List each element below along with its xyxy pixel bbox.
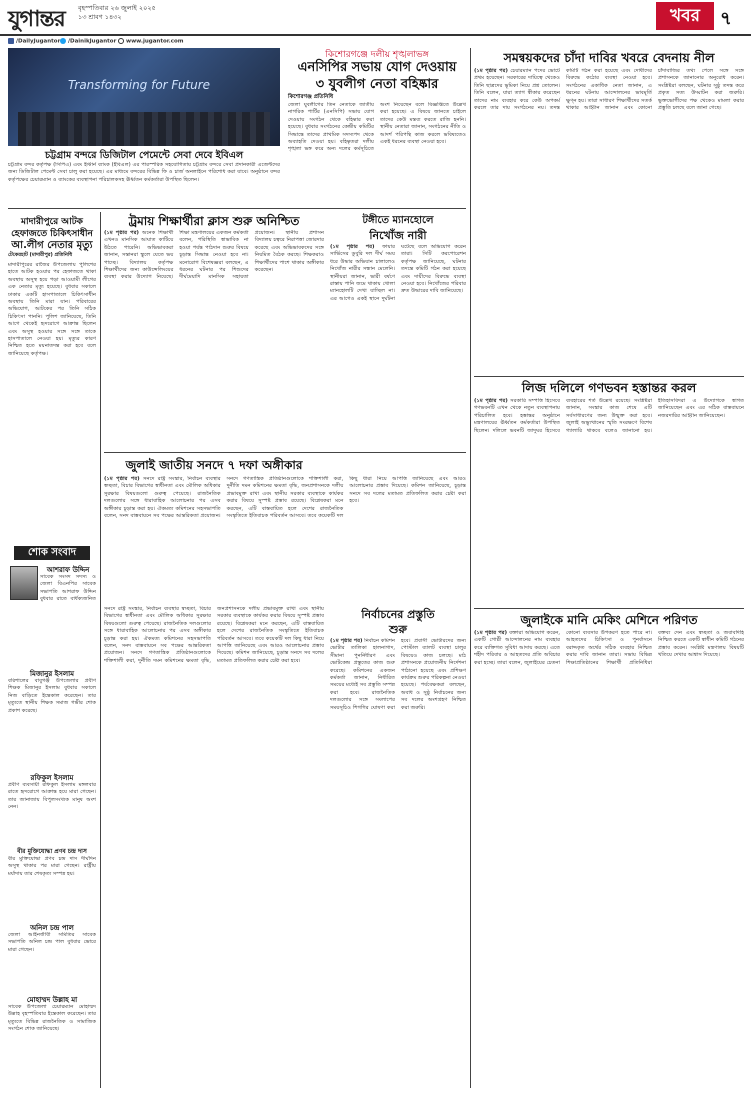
lead-photo-caption: চট্টগ্রাম বন্দরে ডিজিটাল পেমেন্টে সেবা দেবে ইবিএল — [44, 150, 244, 161]
obituary-name-1: আশরাফ উদ্দিন — [46, 566, 90, 574]
obituary-body-2: বরিশালের বাবুগঞ্জ উপজেলার প্রবীণ শিক্ষক মিজানুর ইসলাম বুধবার সকালে নিজ বাড়িতে ইন্তেকাল করেছেন। তার মৃত্যুতে স্থানীয় শিক্ষক সমাজ গভীর শোক প্রকাশ করেছে। — [8, 678, 96, 714]
manhole-body — [330, 244, 466, 450]
team-body-text: চেয়ারম্যান পদের ভোটে প্রথম হয়েছেন। সরকারের দায়িত্বে থেকেও তিনি ছাত্রদের ভূমিকা নিয়ে প্রশ্ন তোলেন। তিনি বলেন, যারা ত্যাগ স্বীকার করেছেন তাদের নাম ব্যবহার করে কেউ অপকর্ম করলে তার দায় সংগঠনের নয়। তদন্ত কমিটি গঠন করা হয়েছে এবং দোষীদের বিরুদ্ধে কঠোর ব্যবস্থা নেওয়া হবে। সংগঠনের একাধিক নেতা জানান, এ ধরনের ঘটনায় আন্দোলনের ভাবমূর্তি ক্ষুণ্ন হয়। তারা সাধারণ শিক্ষার্থীদের সতর্ক থাকার আহ্বান জানান এবং কোনো চাঁদাবাজির তথ্য পেলে সঙ্গে সঙ্গে প্রশাসনকে জানানোর অনুরোধ করেন। সংশ্লিষ্টরা বলছেন, ঘটনার সুষ্ঠু তদন্ত করে প্রকৃত সত্য উদ্ঘাটন করা জরুরি। ভুক্তভোগীদের পক্ষ থেকেও মামলা করার প্রস্তুতি চলছে বলে জানা গেছে। — [474, 68, 744, 112]
trauma-continued: (১ম পৃষ্ঠার পর) — [104, 230, 140, 236]
death-headline-1: মাদারীপুরে আটক — [21, 217, 83, 227]
ncp-headline-2: ৩ যুবলীগ নেতা বহিষ্কার — [315, 77, 439, 92]
death-headline-3: আ.লীগ নেতার মৃত্যু — [11, 240, 93, 251]
newspaper-logo: যুগান্তর — [8, 6, 65, 32]
ncp-body: জেলা যুবলীগের তিন নেতাকে জাতীয় নাগরিক পার্টির (এনসিপি) সভায় যোগ দেওয়ায় সংগঠন থেকে বহিষ্কার করা হয়েছে। বুধবার সংগঠনের কেন্দ্রীয় কমিটির সিদ্ধান্তে তাদের প্রাথমিক সদস্যপদ থেকে অব্যাহতি দেওয়া হয়। বহিষ্কৃতরা দলীয় শৃঙ্খলা ভঙ্গ করে অন্য দলের কর্মসূচিতে অংশ নিয়েছেন বলে বিজ্ঞপ্তিতে উল্লেখ করা হয়েছে। এ বিষয়ে জানতে চাইলে তাদের কেউ মন্তব্য করতে রাজি হননি। স্থানীয় নেতারা জানান, সংগঠনের নীতি ও আদর্শ পরিপন্থি কাজ করলে ভবিষ্যতেও একই ধরনের ব্যবস্থা নেওয়া হবে। — [288, 102, 466, 153]
date-line-1: বৃহস্পতিবার ২৬ জুলাই ২০২৫ — [78, 4, 156, 12]
money-body — [474, 630, 744, 1088]
death-headline-2: হেফাজতে চিকিৎসাধীন — [11, 229, 93, 239]
photo-crowd — [18, 112, 270, 146]
obituary-body-1b — [8, 604, 96, 664]
divider — [104, 452, 466, 453]
july-body-text: সনদে রাষ্ট্র সংস্কার, নির্বাচন ব্যবস্থার স্বচ্ছতা, বিচার বিভাগের স্বাধীনতা এবং মৌলিক অধিকার সুরক্ষার বিষয়গুলো গুরুত্ব পেয়েছে। রাজনৈতিক দলগুলোর সঙ্গে ধারাবাহিক আলোচনার পর এসব অঙ্গীকার চূড়ান্ত করা হয়। ঐকমত্য কমিশনের সহসভাপতি বলেন, সনদ বাস্তবায়নে সব পক্ষের আন্তরিকতা প্রয়োজন। সনদে গণতান্ত্রিক প্রতিষ্ঠানগুলোকে শক্তিশালী করা, দুর্নীতি দমন কমিশনের ক্ষমতা বৃদ্ধি, জনপ্রশাসনকে দলীয় প্রভাবমুক্ত রাখা এবং স্থানীয় সরকার ব্যবস্থাকে কার্যকর করার বিষয়ে সুস্পষ্ট প্রস্তাব রয়েছে। বিশ্লেষকরা মনে করছেন, এটি বাস্তবায়িত হলে দেশের রাজনৈতিক সংস্কৃতিতে ইতিবাচক পরিবর্তন আসবে। তবে কয়েকটি দল কিছু ধারা নিয়ে আপত্তি জানিয়েছে এবং আরও আলোচনার প্রস্তাব দিয়েছে। কমিশন জানিয়েছে, চূড়ান্ত সনদে সব দলের মতামত প্রতিফলিত করার চেষ্টা করা হবে। — [104, 476, 466, 520]
globe-icon — [118, 38, 124, 44]
money-headline: জুলাইকে মানি মেকিং মেশিনে পরিণত — [520, 613, 698, 627]
handover-body — [474, 398, 744, 606]
twitter-link[interactable]: /DainikJugantor — [60, 38, 116, 45]
date-line-2: ১৩ শ্রাবণ ১৪৩২ — [78, 13, 122, 21]
obituary-name-3: রফিকুল ইসলাম — [30, 774, 74, 782]
manhole-continued: (১ম পৃষ্ঠার পর) — [330, 244, 375, 250]
team-headline: সমন্বয়কদের চাঁদা দাবির খবরে বেদনায় নীল — [503, 50, 715, 65]
obituary-name-6: মোহাম্মদ উল্লাহ মা — [26, 996, 78, 1004]
section-label: খবর — [656, 2, 714, 30]
election-headline-2: শুরু — [389, 623, 407, 636]
election-continued: (১ম পৃষ্ঠার পর) — [330, 638, 363, 644]
obituary-name-5: অনিল চন্দ্র পাল — [30, 924, 74, 932]
masthead — [0, 0, 751, 34]
twitter-icon — [60, 38, 66, 44]
social-bar — [0, 34, 751, 44]
divider — [474, 376, 744, 377]
election-headline-1: নির্বাচনের প্রস্তুতি — [361, 608, 435, 621]
obituary-body-6: সাবেক উপজেলা চেয়ারম্যান মোহাম্মদ উল্লাহ বৃহস্পতিবার ইন্তেকাল করেছেন। তার মৃত্যুতে বিভিন্ন রাজনৈতিক ও সামাজিক সংগঠন শোক জানিয়েছে। — [8, 1004, 96, 1033]
obituary-title: শোক সংবাদ — [14, 546, 90, 560]
team-body — [474, 68, 744, 374]
election-body-text: নির্বাচন কমিশন ভোটার তালিকা হালনাগাদ, সীমানা পুনর্নির্ধারণ এবং ভোটকেন্দ্র প্রস্তুতের কাজ শুরু করেছে। কমিশনের একজন কর্মকর্তা জানান, নির্ধারিত সময়ের মধ্যেই সব প্রস্তুতি সম্পন্ন করা হবে। রাজনৈতিক দলগুলোর সঙ্গে সংলাপের সময়সূচিও শিগগির ঘোষণা করা হবে। প্রবাসী ভোটারদের জন্য পোস্টাল ব্যালট ব্যবস্থা চালুর বিষয়েও কাজ চলছে। মাঠ প্রশাসনকে প্রয়োজনীয় নির্দেশনা পাঠানো হয়েছে এবং প্রশিক্ষণ কার্যক্রম শুরুর পরিকল্পনা নেওয়া হয়েছে। পর্যবেক্ষকরা বলছেন, অবাধ ও সুষ্ঠু নির্বাচনের জন্য সব দলের অংশগ্রহণ নিশ্চিত করা জরুরি। — [330, 638, 466, 711]
facebook-icon — [8, 38, 14, 44]
handover-continued: (১ম পৃষ্ঠার পর) — [474, 398, 508, 404]
july-continued: (১ম পৃষ্ঠার পর) — [104, 476, 140, 482]
team-continued: (১ম পৃষ্ঠার পর) — [474, 68, 508, 74]
manhole-headline-1: টঙ্গীতে ম্যানহোলে — [362, 215, 434, 226]
ncp-kicker: কিশোরগঞ্জে দলীয় শৃঙ্খলাভঙ্গ — [325, 50, 429, 60]
obituary-name-4: বীর মুক্তিযোদ্ধা প্রণব চন্দ্র দাস — [17, 848, 87, 855]
manhole-headline-2: নিখোঁজ নারী — [369, 229, 427, 242]
july-headline: জুলাই জাতীয় সনদে ৭ দফা অঙ্গীকার — [125, 458, 303, 472]
money-continued: (১ম পৃষ্ঠার পর) — [474, 630, 508, 636]
election-body — [330, 638, 466, 1088]
obituary-body-3: প্রবীণ ব্যবসায়ী রফিকুল ইসলাম মঙ্গলবার রাতে হৃদরোগে আক্রান্ত হয়ে মারা গেছেন। তার জানাজায় বিপুলসংখ্যক মানুষ অংশ নেন। — [8, 782, 96, 811]
obituary-photo — [10, 566, 38, 600]
column-rule — [100, 212, 101, 1088]
trauma-headline: ট্রমায় শিক্ষার্থীরা ক্লাস শুরু অনিশ্চিত — [128, 214, 300, 228]
july-body — [104, 476, 466, 606]
lead-photo — [8, 48, 280, 146]
handover-body-text: সরকারি সম্পত্তি হিসেবে গণভবনটি এখন থেকে নতুন ব্যবস্থাপনায় পরিচালিত হবে। হস্তান্তর অনুষ্ঠানে মন্ত্রণালয়ের ঊর্ধ্বতন কর্মকর্তারা উপস্থিত ছিলেন। দলিলে ভবনটি জাদুঘর হিসেবে ব্যবহারের শর্ত উল্লেখ রয়েছে। সংশ্লিষ্টরা জানান, সংস্কার কাজ শেষে এটি সর্বসাধারণের জন্য উন্মুক্ত করা হবে। জুলাই অভ্যুত্থানের স্মৃতি সংরক্ষণে বিশেষ গ্যালারি থাকবে বলেও জানানো হয়। ইতিহাসবিদরা এ উদ্যোগকে স্বাগত জানিয়েছেন এবং এর সঠিক বাস্তবায়নে নজরদারির আহ্বান জানিয়েছেন। — [474, 398, 744, 434]
lead-photo-body: চট্টগ্রাম বন্দর কর্তৃপক্ষ (সিপিএ) এবং ইস্টার্ন ব্যাংক (ইবিএল) এর পারস্পরিক সহযোগিতায় চট্টগ্রাম বন্দরে সেবা প্রদানকারী এজেন্টদের জন্য ডিজিটাল পেমেন্ট সেবা চালু করা হয়েছে। এর মাধ্যমে বন্দরের বিভিন্ন ফি ও চার্জ অনলাইনে পরিশোধ করা যাবে। অনুষ্ঠানে বন্দর কর্তৃপক্ষের চেয়ারম্যান ও ব্যাংকের ব্যবস্থাপনা পরিচালকসহ ঊর্ধ্বতন কর্মকর্তারা উপস্থিত ছিলেন। — [8, 162, 280, 183]
july-body-cont: সনদে রাষ্ট্র সংস্কার, নির্বাচন ব্যবস্থার স্বচ্ছতা, বিচার বিভাগের স্বাধীনতা এবং মৌলিক অধিকার সুরক্ষার বিষয়গুলো গুরুত্ব পেয়েছে। রাজনৈতিক দলগুলোর সঙ্গে ধারাবাহিক আলোচনার পর এসব অঙ্গীকার চূড়ান্ত করা হয়। ঐকমত্য কমিশনের সহসভাপতি বলেন, সনদ বাস্তবায়নে সব পক্ষের আন্তরিকতা প্রয়োজন। সনদে গণতান্ত্রিক প্রতিষ্ঠানগুলোকে শক্তিশালী করা, দুর্নীতি দমন কমিশনের ক্ষমতা বৃদ্ধি, জনপ্রশাসনকে দলীয় প্রভাবমুক্ত রাখা এবং স্থানীয় সরকার ব্যবস্থাকে কার্যকর করার বিষয়ে সুস্পষ্ট প্রস্তাব রয়েছে। বিশ্লেষকরা মনে করছেন, এটি বাস্তবায়িত হলে দেশের রাজনৈতিক সংস্কৃতিতে ইতিবাচক পরিবর্তন আসবে। তবে কয়েকটি দল কিছু ধারা নিয়ে আপত্তি জানিয়েছে এবং আরও আলোচনার প্রস্তাব দিয়েছে। কমিশন জানিয়েছে, চূড়ান্ত সনদে সব দলের মতামত প্রতিফলিত করার চেষ্টা করা হবে। — [104, 606, 324, 664]
money-body-text: বক্তারা অভিযোগ করেন, একটি গোষ্ঠী আন্দোলনের নাম ব্যবহার করে ব্যক্তিগত সুবিধা আদায় করছে। এতে শহীদ পরিবার ও আহতদের প্রতি অবিচার করা হচ্ছে। তারা বলেন, জুলাইয়ের চেতনা কোনো ব্যবসার উপকরণ হতে পারে না। আহতদের চিকিৎসা ও পুনর্বাসনে বরাদ্দকৃত অর্থের সঠিক ব্যবহার নিশ্চিত করার দাবি জানান তারা। সভায় বিভিন্ন শিক্ষাপ্রতিষ্ঠানের শিক্ষার্থী প্রতিনিধিরা বক্তব্য দেন এবং স্বচ্ছতা ও জবাবদিহি নিশ্চিত করতে একটি স্বাধীন কমিটি গঠনের প্রস্তাব করেন। সংশ্লিষ্ট মন্ত্রণালয় বিষয়টি খতিয়ে দেখার আশ্বাস দিয়েছে। — [474, 630, 744, 666]
website-link[interactable]: www.jugantor.com — [118, 38, 184, 45]
trauma-body — [104, 230, 324, 450]
column-rule — [470, 48, 471, 1088]
handover-headline: লিজ দলিলে গণভবন হস্তান্তর করল — [521, 380, 697, 395]
page-number: ৭ — [720, 8, 732, 29]
date-block — [78, 4, 156, 22]
divider — [474, 608, 744, 609]
death-body: মাদারীপুরের রাজৈর উপজেলায় পুলিশের হাতে আটক হওয়ার পর হেফাজতে থাকা অবস্থায় অসুস্থ হয়ে পড়া আওয়ামী লীগের এক নেতার মৃত্যু হয়েছে। বুধবার সকালে ঢাকার একটি হাসপাতালে চিকিৎসাধীন অবস্থায় তিনি মারা যান। পরিবারের অভিযোগ, আটকের পর তিনি সঠিক চিকিৎসা পাননি। পুলিশ জানিয়েছে, তিনি আগে থেকেই হৃদরোগে আক্রান্ত ছিলেন এবং অসুস্থ হওয়ার সঙ্গে সঙ্গে তাকে হাসপাতালে নেওয়া হয়। মৃত্যুর কারণ নিশ্চিত হতে ময়নাতদন্ত করা হবে বলে জানিয়েছে কর্তৃপক্ষ। — [8, 262, 96, 357]
obituary-body-4: বীর মুক্তিযোদ্ধা প্রণব চন্দ্র দাস দীর্ঘদিন অসুস্থ থাকার পর মারা গেছেন। রাষ্ট্রীয় মর্যাদায় তার শেষকৃত্য সম্পন্ন হয়। — [8, 856, 96, 877]
death-reporter: টেকেরহাট (মাদারীপুর) প্রতিনিধি — [8, 252, 73, 258]
ncp-headline-1: এনসিপির সভায় যোগ দেওয়ায় — [297, 60, 457, 75]
obituary-body-1: সাবেক সংসদ সদস্য ও জেলা বিএনপির সাবেক সভাপতি আশরাফ উদ্দিন বুধবার রাতে বার্ধক্যজনিত — [40, 574, 96, 603]
obituary-name-2: মিজানুর ইসলাম — [29, 670, 75, 678]
facebook-link[interactable]: /DailyJugantor — [8, 38, 60, 45]
trauma-body-text: অনেক শিক্ষার্থী এখনও মানসিক আঘাত কাটিয়ে উঠতে পারেনি। অভিভাবকরা জানান, সন্তানরা স্কুলে যেতে ভয় পাচ্ছে। বিদ্যালয় কর্তৃপক্ষ শিক্ষার্থীদের জন্য কাউন্সেলিংয়ের ব্যবস্থা করার উদ্যোগ নিয়েছে। শিক্ষা মন্ত্রণালয়ের একজন কর্মকর্তা বলেন, পরিস্থিতি স্বাভাবিক না হওয়া পর্যন্ত পাঠদান শুরুর বিষয়ে চূড়ান্ত সিদ্ধান্ত নেওয়া হবে না। মনোরোগ বিশেষজ্ঞরা বলছেন, এ ধরনের ঘটনার পর শিশুদের দীর্ঘমেয়াদি মানসিক সহায়তা প্রয়োজন। স্থানীয় প্রশাসন বিদ্যালয় চত্বরে নিরাপত্তা জোরদার করেছে এবং অভিভাবকদের সঙ্গে নিয়মিত বৈঠক করছে। শিক্ষকরাও শিক্ষার্থীদের পাশে থাকার অঙ্গীকার করেছেন। — [104, 230, 324, 281]
ncp-reporter: কিশোরগঞ্জ প্রতিনিধি — [288, 94, 334, 100]
photo-banner-text: Transforming for Future — [68, 78, 211, 92]
divider — [8, 208, 466, 209]
obituary-body-5: জেলা আইনজীবী সমিতির সাবেক সভাপতি অনিল চন্দ্র পাল বুধবার ভোরে মারা গেছেন। — [8, 932, 96, 953]
manhole-body-text: ফায়ার সার্ভিসের ডুবুরি দল দীর্ঘ সময় ধরে উদ্ধার অভিযান চালালেও নিখোঁজ নারীর সন্ধান মেলেনি। স্থানীয়রা জানান, ভারী বর্ষণে রাস্তায় পানি জমে থাকায় খোলা ম্যানহোলটি দেখা যাচ্ছিল না। এর আগেও একই স্থানে দুর্ঘটনা ঘটেছে বলে অভিযোগ করেন তারা। সিটি করপোরেশন কর্তৃপক্ষ জানিয়েছে, ঘটনার তদন্তে কমিটি গঠন করা হয়েছে এবং দায়ীদের বিরুদ্ধে ব্যবস্থা নেওয়া হবে। নিখোঁজের পরিবার দ্রুত উদ্ধারের দাবি জানিয়েছে। — [330, 244, 466, 302]
